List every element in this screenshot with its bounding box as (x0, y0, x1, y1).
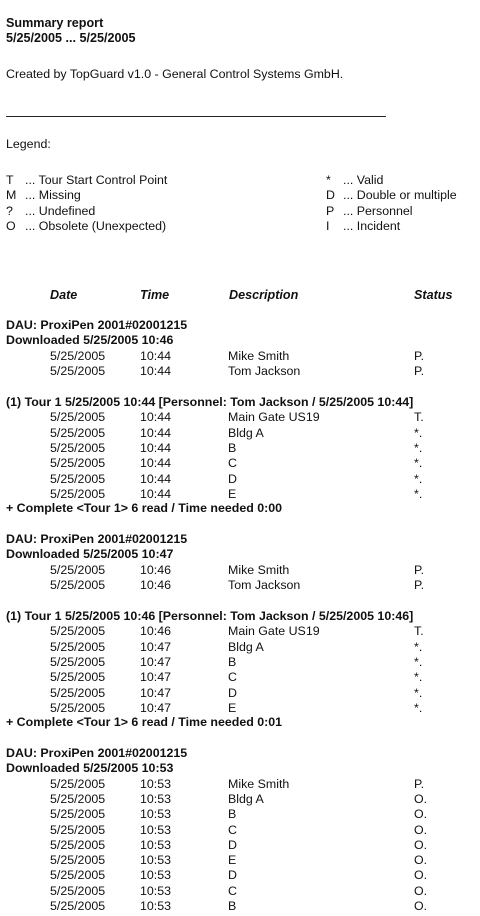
cell-status: *. (414, 425, 423, 440)
table-row (0, 838, 480, 853)
section-heading: DAU: ProxiPen 2001#02001215 (6, 746, 188, 760)
legend-text: ... Undefined (25, 204, 96, 218)
cell-date: 5/25/2005 (50, 670, 106, 685)
cell-description: Mike Smith (228, 562, 290, 577)
cell-description: D (228, 685, 237, 700)
legend-text: ... Valid (343, 173, 384, 187)
cell-date: 5/25/2005 (50, 410, 106, 425)
cell-status: *. (414, 471, 423, 486)
cell-description: D (228, 837, 237, 852)
table-row (0, 899, 480, 914)
cell-time: 10:47 (140, 639, 172, 654)
cell-time: 10:53 (140, 853, 172, 868)
cell-status: O. (414, 791, 428, 806)
cell-description: Tom Jackson (228, 577, 301, 592)
cell-time: 10:44 (140, 440, 172, 455)
cell-description: C (228, 822, 237, 837)
cell-date: 5/25/2005 (50, 348, 106, 363)
cell-date: 5/25/2005 (50, 700, 106, 715)
table-row (0, 563, 480, 578)
cell-description: E (228, 700, 237, 715)
cell-date: 5/25/2005 (50, 776, 106, 791)
cell-time: 10:46 (140, 624, 172, 639)
legend-text: ... Incident (343, 219, 401, 233)
legend-text: ... Missing (25, 188, 81, 202)
table-row (0, 640, 480, 655)
cell-status: *. (414, 639, 423, 654)
cell-description: D (228, 471, 237, 486)
cell-status: O. (414, 837, 428, 852)
cell-status: P. (414, 348, 425, 363)
legend-text: ... Tour Start Control Point (25, 173, 168, 187)
cell-time: 10:47 (140, 700, 172, 715)
cell-description: D (228, 868, 237, 883)
legend-symbol: D (326, 188, 335, 202)
cell-date: 5/25/2005 (50, 363, 106, 378)
legend-item (326, 187, 476, 203)
cell-status: T. (414, 624, 424, 639)
cell-date: 5/25/2005 (50, 440, 106, 455)
legend-item (6, 203, 236, 219)
report-title: Summary report (6, 16, 104, 30)
table-row (0, 655, 480, 670)
created-by-line: Created by TopGuard v1.0 - General Control Systems GmbH. (6, 67, 344, 81)
cell-description: C (228, 456, 237, 471)
cell-date: 5/25/2005 (50, 562, 106, 577)
table-row (0, 884, 480, 899)
legend-symbol: T (6, 173, 14, 187)
cell-description: Bldg A (228, 425, 264, 440)
table-row (0, 456, 480, 471)
cell-status: P. (414, 577, 425, 592)
legend-item (326, 172, 476, 188)
cell-time: 10:44 (140, 486, 172, 501)
cell-date: 5/25/2005 (50, 883, 106, 898)
cell-status: *. (414, 685, 423, 700)
cell-time: 10:47 (140, 654, 172, 669)
cell-date: 5/25/2005 (50, 791, 106, 806)
cell-time: 10:46 (140, 577, 172, 592)
cell-time: 10:44 (140, 363, 172, 378)
cell-time: 10:53 (140, 868, 172, 883)
section-heading: Downloaded 5/25/2005 10:53 (6, 761, 174, 776)
cell-description: Tom Jackson (228, 363, 301, 378)
legend-text: ... Double or multiple (343, 188, 457, 202)
legend-item (326, 218, 476, 234)
cell-time: 10:47 (140, 670, 172, 685)
table-row (0, 701, 480, 716)
table-row (0, 792, 480, 807)
cell-description: Bldg A (228, 639, 264, 654)
cell-time: 10:53 (140, 791, 172, 806)
table-row (0, 807, 480, 822)
cell-status: P. (414, 363, 425, 378)
cell-date: 5/25/2005 (50, 685, 106, 700)
cell-date: 5/25/2005 (50, 624, 106, 639)
legend-symbol: I (326, 219, 330, 233)
cell-description: B (228, 654, 237, 669)
legend-symbol: P (326, 204, 335, 218)
cell-status: *. (414, 670, 423, 685)
column-header-status: Status (414, 288, 453, 302)
cell-date: 5/25/2005 (50, 577, 106, 592)
table-row (0, 364, 480, 379)
section-footer: + Complete <Tour 1> 6 read / Time needed 0:01 (6, 715, 283, 730)
cell-description: B (228, 899, 237, 913)
cell-time: 10:53 (140, 837, 172, 852)
section-footer: + Complete <Tour 1> 6 read / Time needed 0:00 (6, 501, 283, 516)
cell-description: C (228, 670, 237, 685)
cell-description: B (228, 440, 237, 455)
cell-date: 5/25/2005 (50, 853, 106, 868)
cell-status: *. (414, 440, 423, 455)
cell-time: 10:53 (140, 807, 172, 822)
cell-description: E (228, 853, 237, 868)
legend-text: ... Obsolete (Unexpected) (25, 219, 167, 233)
legend-symbol: ? (6, 204, 13, 218)
legend-item (6, 172, 236, 188)
legend-symbol: M (6, 188, 17, 202)
cell-date: 5/25/2005 (50, 456, 106, 471)
table-row (0, 853, 480, 868)
cell-status: O. (414, 899, 428, 913)
cell-date: 5/25/2005 (50, 822, 106, 837)
table-row (0, 686, 480, 701)
cell-status: *. (414, 700, 423, 715)
cell-time: 10:53 (140, 883, 172, 898)
cell-description: Main Gate US19 (228, 410, 320, 425)
section-heading: (1) Tour 1 5/25/2005 10:44 [Personnel: Tom Jackson / 5/25/2005 10:44] (6, 395, 414, 409)
cell-description: Mike Smith (228, 776, 290, 791)
table-row (0, 441, 480, 456)
cell-time: 10:44 (140, 410, 172, 425)
cell-time: 10:53 (140, 776, 172, 791)
section-heading: Downloaded 5/25/2005 10:47 (6, 547, 174, 562)
cell-date: 5/25/2005 (50, 486, 106, 501)
cell-status: *. (414, 654, 423, 669)
cell-status: O. (414, 822, 428, 837)
cell-date: 5/25/2005 (50, 471, 106, 486)
cell-date: 5/25/2005 (50, 868, 106, 883)
legend-symbol: * (326, 173, 331, 187)
cell-time: 10:53 (140, 899, 172, 913)
table-row (0, 777, 480, 792)
table-row (0, 823, 480, 838)
cell-time: 10:46 (140, 562, 172, 577)
cell-description: B (228, 807, 237, 822)
cell-time: 10:44 (140, 471, 172, 486)
cell-status: P. (414, 776, 425, 791)
cell-status: O. (414, 883, 428, 898)
cell-description: Bldg A (228, 791, 264, 806)
cell-date: 5/25/2005 (50, 654, 106, 669)
section-heading: DAU: ProxiPen 2001#02001215 (6, 318, 188, 332)
cell-date: 5/25/2005 (50, 837, 106, 852)
cell-status: O. (414, 868, 428, 883)
divider-line (6, 116, 386, 117)
column-header-date: Date (50, 288, 78, 302)
section-heading: DAU: ProxiPen 2001#02001215 (6, 532, 188, 546)
section-heading: Downloaded 5/25/2005 10:46 (6, 333, 174, 348)
table-row (0, 578, 480, 593)
table-row (0, 426, 480, 441)
cell-description: Mike Smith (228, 348, 290, 363)
cell-description: Main Gate US19 (228, 624, 320, 639)
cell-status: O. (414, 807, 428, 822)
section-heading: (1) Tour 1 5/25/2005 10:46 [Personnel: Tom Jackson / 5/25/2005 10:46] (6, 609, 414, 623)
legend-item (6, 218, 236, 234)
cell-status: P. (414, 562, 425, 577)
table-row (0, 410, 480, 425)
cell-date: 5/25/2005 (50, 639, 106, 654)
cell-time: 10:44 (140, 348, 172, 363)
cell-time: 10:53 (140, 822, 172, 837)
cell-date: 5/25/2005 (50, 425, 106, 440)
table-row (0, 472, 480, 487)
table-row (0, 868, 480, 883)
cell-status: O. (414, 853, 428, 868)
cell-status: T. (414, 410, 424, 425)
legend-item (6, 187, 236, 203)
cell-time: 10:44 (140, 456, 172, 471)
cell-description: C (228, 883, 237, 898)
column-header-description: Description (229, 288, 299, 302)
table-row (0, 487, 480, 502)
table-row (0, 624, 480, 639)
cell-status: *. (414, 486, 423, 501)
legend-item (326, 203, 476, 219)
table-row (0, 349, 480, 364)
cell-time: 10:44 (140, 425, 172, 440)
legend-label: Legend: (6, 137, 51, 151)
cell-status: *. (414, 456, 423, 471)
cell-date: 5/25/2005 (50, 899, 106, 913)
report-date-range: 5/25/2005 ... 5/25/2005 (6, 31, 136, 45)
cell-time: 10:47 (140, 685, 172, 700)
legend-symbol: O (6, 219, 16, 233)
table-row (0, 670, 480, 685)
column-header-time: Time (140, 288, 170, 302)
cell-description: E (228, 486, 237, 501)
legend-text: ... Personnel (343, 204, 413, 218)
cell-date: 5/25/2005 (50, 807, 106, 822)
